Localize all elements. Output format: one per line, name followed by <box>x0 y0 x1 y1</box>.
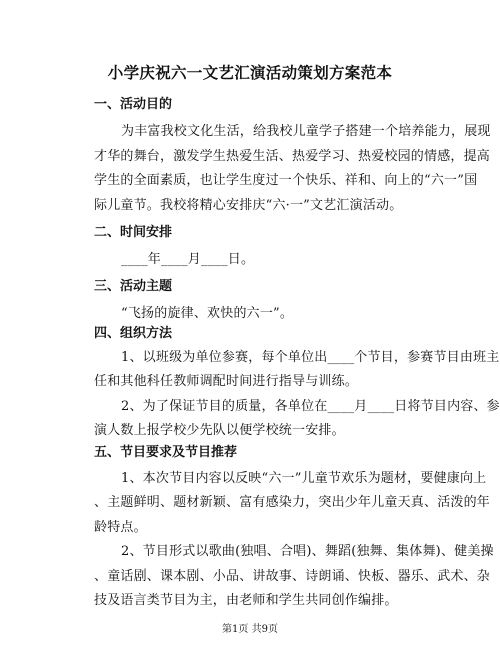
paragraph-line: “飞扬的旋律、欢快的六一”。 <box>121 306 294 321</box>
paragraph-line: 、主题鲜明、题材新颖、富有感染力，突出少年儿童天真、活泼的年 <box>94 495 491 510</box>
page-footer: 第1页 共9页 <box>222 624 278 635</box>
paragraph-line: 际儿童节。我校将精心安排庆“六·一”文艺汇演活动。 <box>94 198 403 213</box>
paragraph-line: 学生的全面素质，也让学生度过一个快乐、祥和、向上的“六一”国 <box>94 173 478 188</box>
paragraph-line: 任和其他科任教师调配时间进行指导与训练。 <box>94 374 359 389</box>
section-heading-organization: 四、组织方法 <box>94 326 173 341</box>
section-heading-purpose: 一、活动目的 <box>94 97 173 112</box>
paragraph-line: 才华的舞台，激发学生热爱生活、热爱学习、热爱校园的情感，提高 <box>94 149 491 164</box>
paragraph-line: 2、节目形式以歌曲(独唱、合唱)、舞蹈(独舞、集体舞)、健美操 <box>121 544 494 559</box>
paragraph-line: 、童话剧、课本剧、小品、讲故事、诗朗诵、快板、器乐、武术、杂 <box>94 569 491 584</box>
section-heading-requirements: 五、节目要求及节目推荐 <box>94 445 238 460</box>
paragraph-line: 演人数上报学校少先队以便学校统一安排。 <box>94 423 345 438</box>
document-title: 小学庆祝六一文艺汇演活动策划方案范本 <box>107 63 393 82</box>
paragraph-line: 1、以班级为单位参赛，每个单位出____个节目，参赛节目由班主 <box>121 350 500 365</box>
paragraph-line: 为丰富我校文化生活，给我校儿童学子搭建一个培养能力，展现 <box>121 124 491 139</box>
paragraph-line: ____年____月____日。 <box>121 252 255 267</box>
section-heading-schedule: 二、时间安排 <box>94 225 173 240</box>
paragraph-line: 技及语言类节目为主，由老师和学生共同创作编排。 <box>94 593 398 608</box>
section-heading-theme: 三、活动主题 <box>94 279 173 294</box>
paragraph-line: 1、本次节目内容以反映“六一”儿童节欢乐为题材，要健康向上 <box>121 471 487 486</box>
paragraph-line: 2、为了保证节目的质量，各单位在____月____日将节目内容、参 <box>121 399 500 414</box>
paragraph-line: 龄特点。 <box>94 520 147 535</box>
